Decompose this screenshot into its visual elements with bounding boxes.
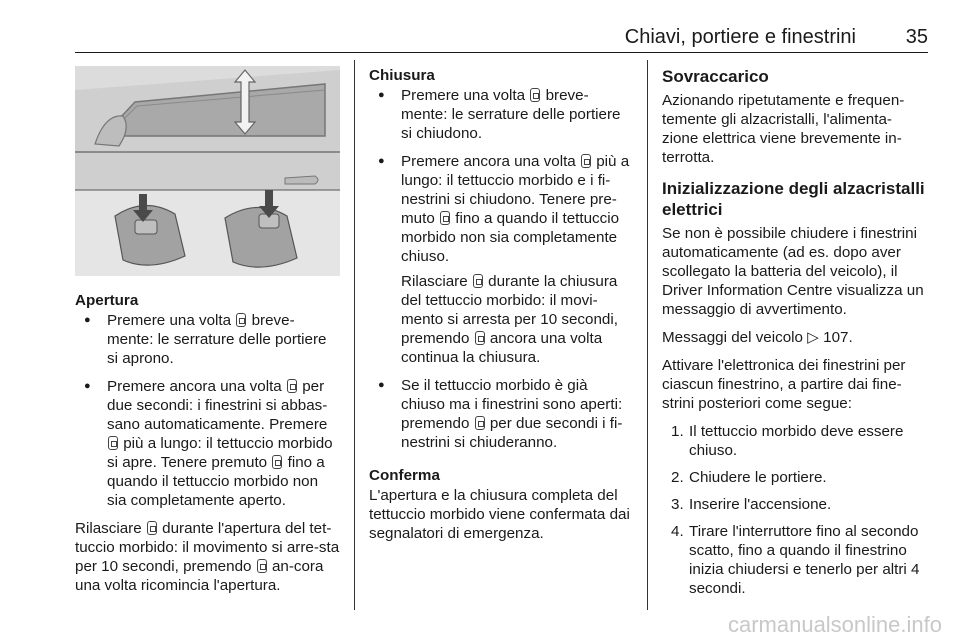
lock-icon — [581, 154, 591, 168]
unlock-icon — [108, 436, 118, 450]
unlock-icon — [272, 455, 282, 469]
column-right — [662, 66, 928, 606]
lock-icon — [475, 331, 485, 345]
unlock-icon — [236, 313, 246, 327]
header-rule — [75, 52, 928, 53]
heading-sovraccarico: Sovraccarico — [662, 67, 769, 86]
list-item: 3. Inserire l'accensione. — [671, 496, 832, 513]
unlock-icon — [147, 521, 157, 535]
page-reference-icon: ▷ — [807, 329, 819, 346]
paragraph: Rilasciare durante la chiusura del tettuccio morbido: il movi-mento si arresta per 10 secondi, premendo ancora una volta continua la chiusura. — [401, 273, 618, 366]
list-item: ● Premere una volta breve-mente: le serrature delle portiere si chiudono. — [369, 86, 634, 143]
lock-icon — [475, 416, 485, 430]
lock-icon — [440, 211, 450, 225]
unlock-icon — [257, 559, 267, 573]
paragraph: Attivare l'elettronica dei finestrini per ciascun finestrino, a partire dai fine-strini posteriori come segue: — [662, 357, 906, 412]
list-item: 4. Tirare l'interruttore fino al secondo scatto, fino a quando il finestrino inizia chiudersi e tenerlo per altri 4 secondi. — [671, 523, 920, 597]
heading-inizializzazione: Inizializzazione degli alzacristalli elettrici — [662, 179, 925, 219]
heading-conferma: Conferma — [369, 467, 440, 484]
column-divider — [647, 60, 648, 610]
lock-icon — [530, 88, 540, 102]
paragraph: L'apertura e la chiusura completa del tettuccio morbido viene confermata dai segnalatori di emergenza. — [369, 487, 630, 542]
heading-chiusura: Chiusura — [369, 67, 435, 84]
list-item: ● Premere ancora una volta per due secondi: i finestrini si abbas-sano automaticamente. Premere più a lungo: il tettuccio morbido si apre. Tenere premuto fino a quando il tettuccio morbido non sia completamente aperto. — [75, 377, 340, 510]
lock-icon — [473, 274, 483, 288]
section-title: Chiavi, portiere e finestrini — [624, 26, 856, 48]
car-window-key-illustration — [75, 66, 340, 276]
paragraph: Azionando ripetutamente e frequen-temente gli alzacristalli, l'alimenta-zione elettrica viene brevemente in-terrotta. — [662, 92, 905, 166]
heading-apertura: Apertura — [75, 292, 139, 309]
column-left — [75, 291, 340, 604]
page-reference-link[interactable]: 107. — [823, 329, 853, 346]
illustration — [75, 66, 340, 276]
list-item: 1. Il tettuccio morbido deve essere chiuso. — [671, 423, 904, 459]
page-number: 35 — [905, 26, 928, 48]
list-item: ● Premere una volta breve-mente: le serrature delle portiere si aprono. — [75, 311, 340, 368]
list-item: ● Premere ancora una volta più a lungo: il tettuccio morbido e i fi-nestrini si chiudono. Tenere pre-muto fino a quando il tettuccio morbido non sia completamente chiuso. — [369, 152, 634, 266]
column-middle — [369, 66, 634, 552]
column-divider — [354, 60, 355, 610]
paragraph: Rilasciare durante l'apertura del tet-tuccio morbido: il movimento si arre-sta per 10 secondi, premendo an-cora una volta ricomincia l'apertura. — [75, 520, 340, 594]
unlock-icon — [287, 379, 297, 393]
paragraph: Se non è possibile chiudere i finestrini automaticamente (ad es. dopo aver scollegato la batteria del veicolo), il Driver Information Centre visualizza un messaggio di avvertimento. — [662, 225, 924, 318]
paragraph: Messaggi del veicolo ▷ 107. — [662, 329, 853, 346]
page-header — [75, 18, 928, 48]
watermark: carmanualsonline.info — [727, 612, 942, 637]
list-item: ● Se il tettuccio morbido è già chiuso ma i finestrini sono aperti: premendo per due secondi i fi-nestrini si chiuderanno. — [369, 376, 634, 452]
list-item: 2. Chiudere le portiere. — [671, 469, 827, 486]
